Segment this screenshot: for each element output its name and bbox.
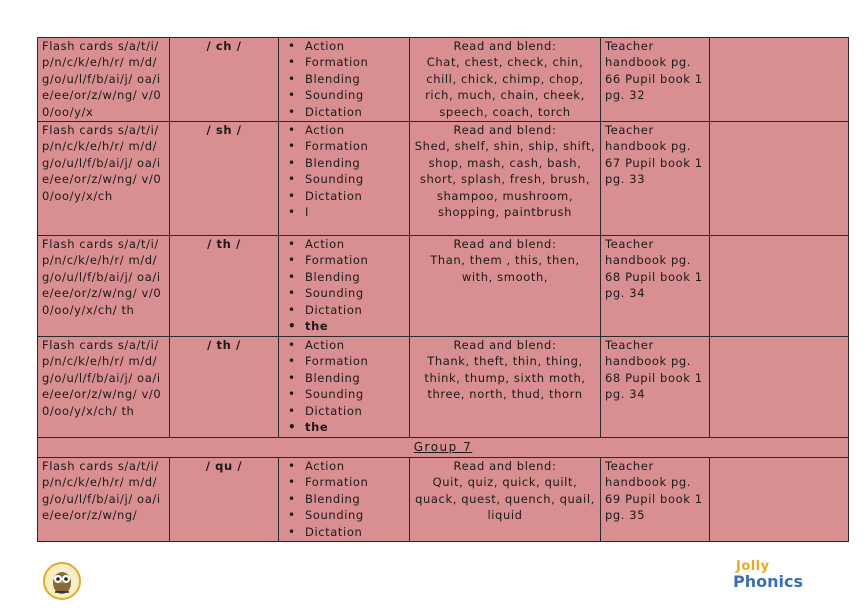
read-words: Than, them , this, then, with, smooth, (430, 253, 580, 284)
sound-cell: / th / (170, 236, 279, 337)
read-title: Read and blend: (453, 459, 557, 473)
owl-icon (42, 561, 82, 601)
reference-cell: Teacher handbook pg. 67 Pupil book 1 pg. 33 (601, 122, 710, 236)
step-item: • Action (305, 458, 405, 474)
read-title: Read and blend: (453, 123, 557, 137)
step-item: • Formation (305, 252, 405, 268)
table-row (38, 122, 849, 236)
reference-cell: Teacher handbook pg. 68 Pupil book 1 pg. 34 (601, 337, 710, 438)
read-title: Read and blend: (453, 338, 557, 352)
table-row (38, 236, 849, 337)
read-title: Read and blend: (453, 237, 557, 251)
step-item: • I (305, 204, 405, 220)
empty-cell (710, 337, 849, 438)
step-item: • Dictation (305, 302, 405, 318)
step-item: • Formation (305, 353, 405, 369)
step-item: • Sounding (305, 507, 405, 523)
sound-cell: / sh / (170, 122, 279, 236)
steps-cell (279, 38, 410, 122)
reference-cell: Teacher handbook pg. 68 Pupil book 1 pg. 34 (601, 236, 710, 337)
logo-phonics-text: Phonics (733, 572, 803, 591)
flash-cards-cell: Flash cards s/a/t/i/p/n/c/k/e/h/r/ m/d/g/o/u/l/f/b/ai/j/ oa/ie/ee/or/z/w/ng/ v/00/oo/y/x/ch/ th (38, 236, 170, 337)
sound-cell: / qu / (170, 458, 279, 542)
step-item: • Formation (305, 54, 405, 70)
step-item: • Blending (305, 269, 405, 285)
group-header-row (38, 438, 849, 458)
table-row (38, 458, 849, 542)
read-words: Thank, theft, thin, thing, think, thump, sixth moth, three, north, thud, thorn (424, 354, 586, 402)
flash-cards-cell: Flash cards s/a/t/i/p/n/c/k/e/h/r/ m/d/g/o/u/l/f/b/ai/j/ oa/ie/ee/or/z/w/ng/ v/00/oo/y/x (38, 38, 170, 122)
logo-jolly-text: Jolly (736, 559, 770, 574)
table-row (38, 38, 849, 122)
flash-cards-cell: Flash cards s/a/t/i/p/n/c/k/e/h/r/ m/d/g/o/u/l/f/b/ai/j/ oa/ie/ee/or/z/w/ng/ v/00/oo/y/x/ch/ th (38, 337, 170, 438)
empty-cell (710, 458, 849, 542)
table-row (38, 337, 849, 438)
empty-cell (710, 122, 849, 236)
step-item: • Action (305, 236, 405, 252)
jolly-phonics-logo (730, 559, 820, 595)
step-item: • Formation (305, 138, 405, 154)
read-blend-cell (410, 236, 601, 337)
sound-cell: / ch / (170, 38, 279, 122)
step-item: • Sounding (305, 386, 405, 402)
steps-cell (279, 337, 410, 438)
step-item: • Dictation (305, 524, 405, 540)
group-title: Group 7 (413, 440, 473, 454)
flash-cards-cell: Flash cards s/a/t/i/p/n/c/k/e/h/r/ m/d/g/o/u/l/f/b/ai/j/ oa/ie/ee/or/z/w/ng/ v/00/oo/y/x/ch (38, 122, 170, 236)
read-blend-cell (410, 38, 601, 122)
step-item: • Action (305, 337, 405, 353)
read-words: Quit, quiz, quick, quilt, quack, quest, quench, quail, liquid (415, 475, 595, 523)
reference-cell: Teacher handbook pg. 66 Pupil book 1 pg. 32 (601, 38, 710, 122)
step-item: • Dictation (305, 104, 405, 120)
step-item: • Dictation (305, 188, 405, 204)
steps-cell (279, 236, 410, 337)
reference-cell: Teacher handbook pg. 69 Pupil book 1 pg. 35 (601, 458, 710, 542)
empty-cell (710, 38, 849, 122)
read-blend-cell (410, 122, 601, 236)
step-item: • Action (305, 38, 405, 54)
step-item: • Sounding (305, 87, 405, 103)
step-item: • Sounding (305, 285, 405, 301)
step-item: • Action (305, 122, 405, 138)
sound-cell: / th / (170, 337, 279, 438)
read-words: Chat, chest, check, chin, chill, chick, chimp, chop, rich, much, chain, cheek, speech, coach, torch (425, 55, 585, 119)
lesson-plan-table (37, 37, 849, 542)
step-item-keyword: • the (305, 419, 405, 435)
step-item: • Blending (305, 155, 405, 171)
step-item: • Blending (305, 491, 405, 507)
group-header-cell (38, 438, 849, 458)
read-blend-cell (410, 458, 601, 542)
empty-cell (710, 236, 849, 337)
step-item: • Formation (305, 474, 405, 490)
step-item: • Dictation (305, 403, 405, 419)
read-words: Shed, shelf, shin, ship, shift, shop, mash, cash, bash, short, splash, fresh, brush, shampoo, mushroom, shopping, paintbrush (414, 139, 596, 220)
read-blend-cell (410, 337, 601, 438)
steps-cell (279, 122, 410, 236)
step-item-keyword: • the (305, 318, 405, 334)
read-title: Read and blend: (453, 39, 557, 53)
step-item: • Blending (305, 71, 405, 87)
step-item: • Blending (305, 370, 405, 386)
steps-cell (279, 458, 410, 542)
step-item: • Sounding (305, 171, 405, 187)
flash-cards-cell: Flash cards s/a/t/i/p/n/c/k/e/h/r/ m/d/g/o/u/l/f/b/ai/j/ oa/ie/ee/or/z/w/ng/ (38, 458, 170, 542)
